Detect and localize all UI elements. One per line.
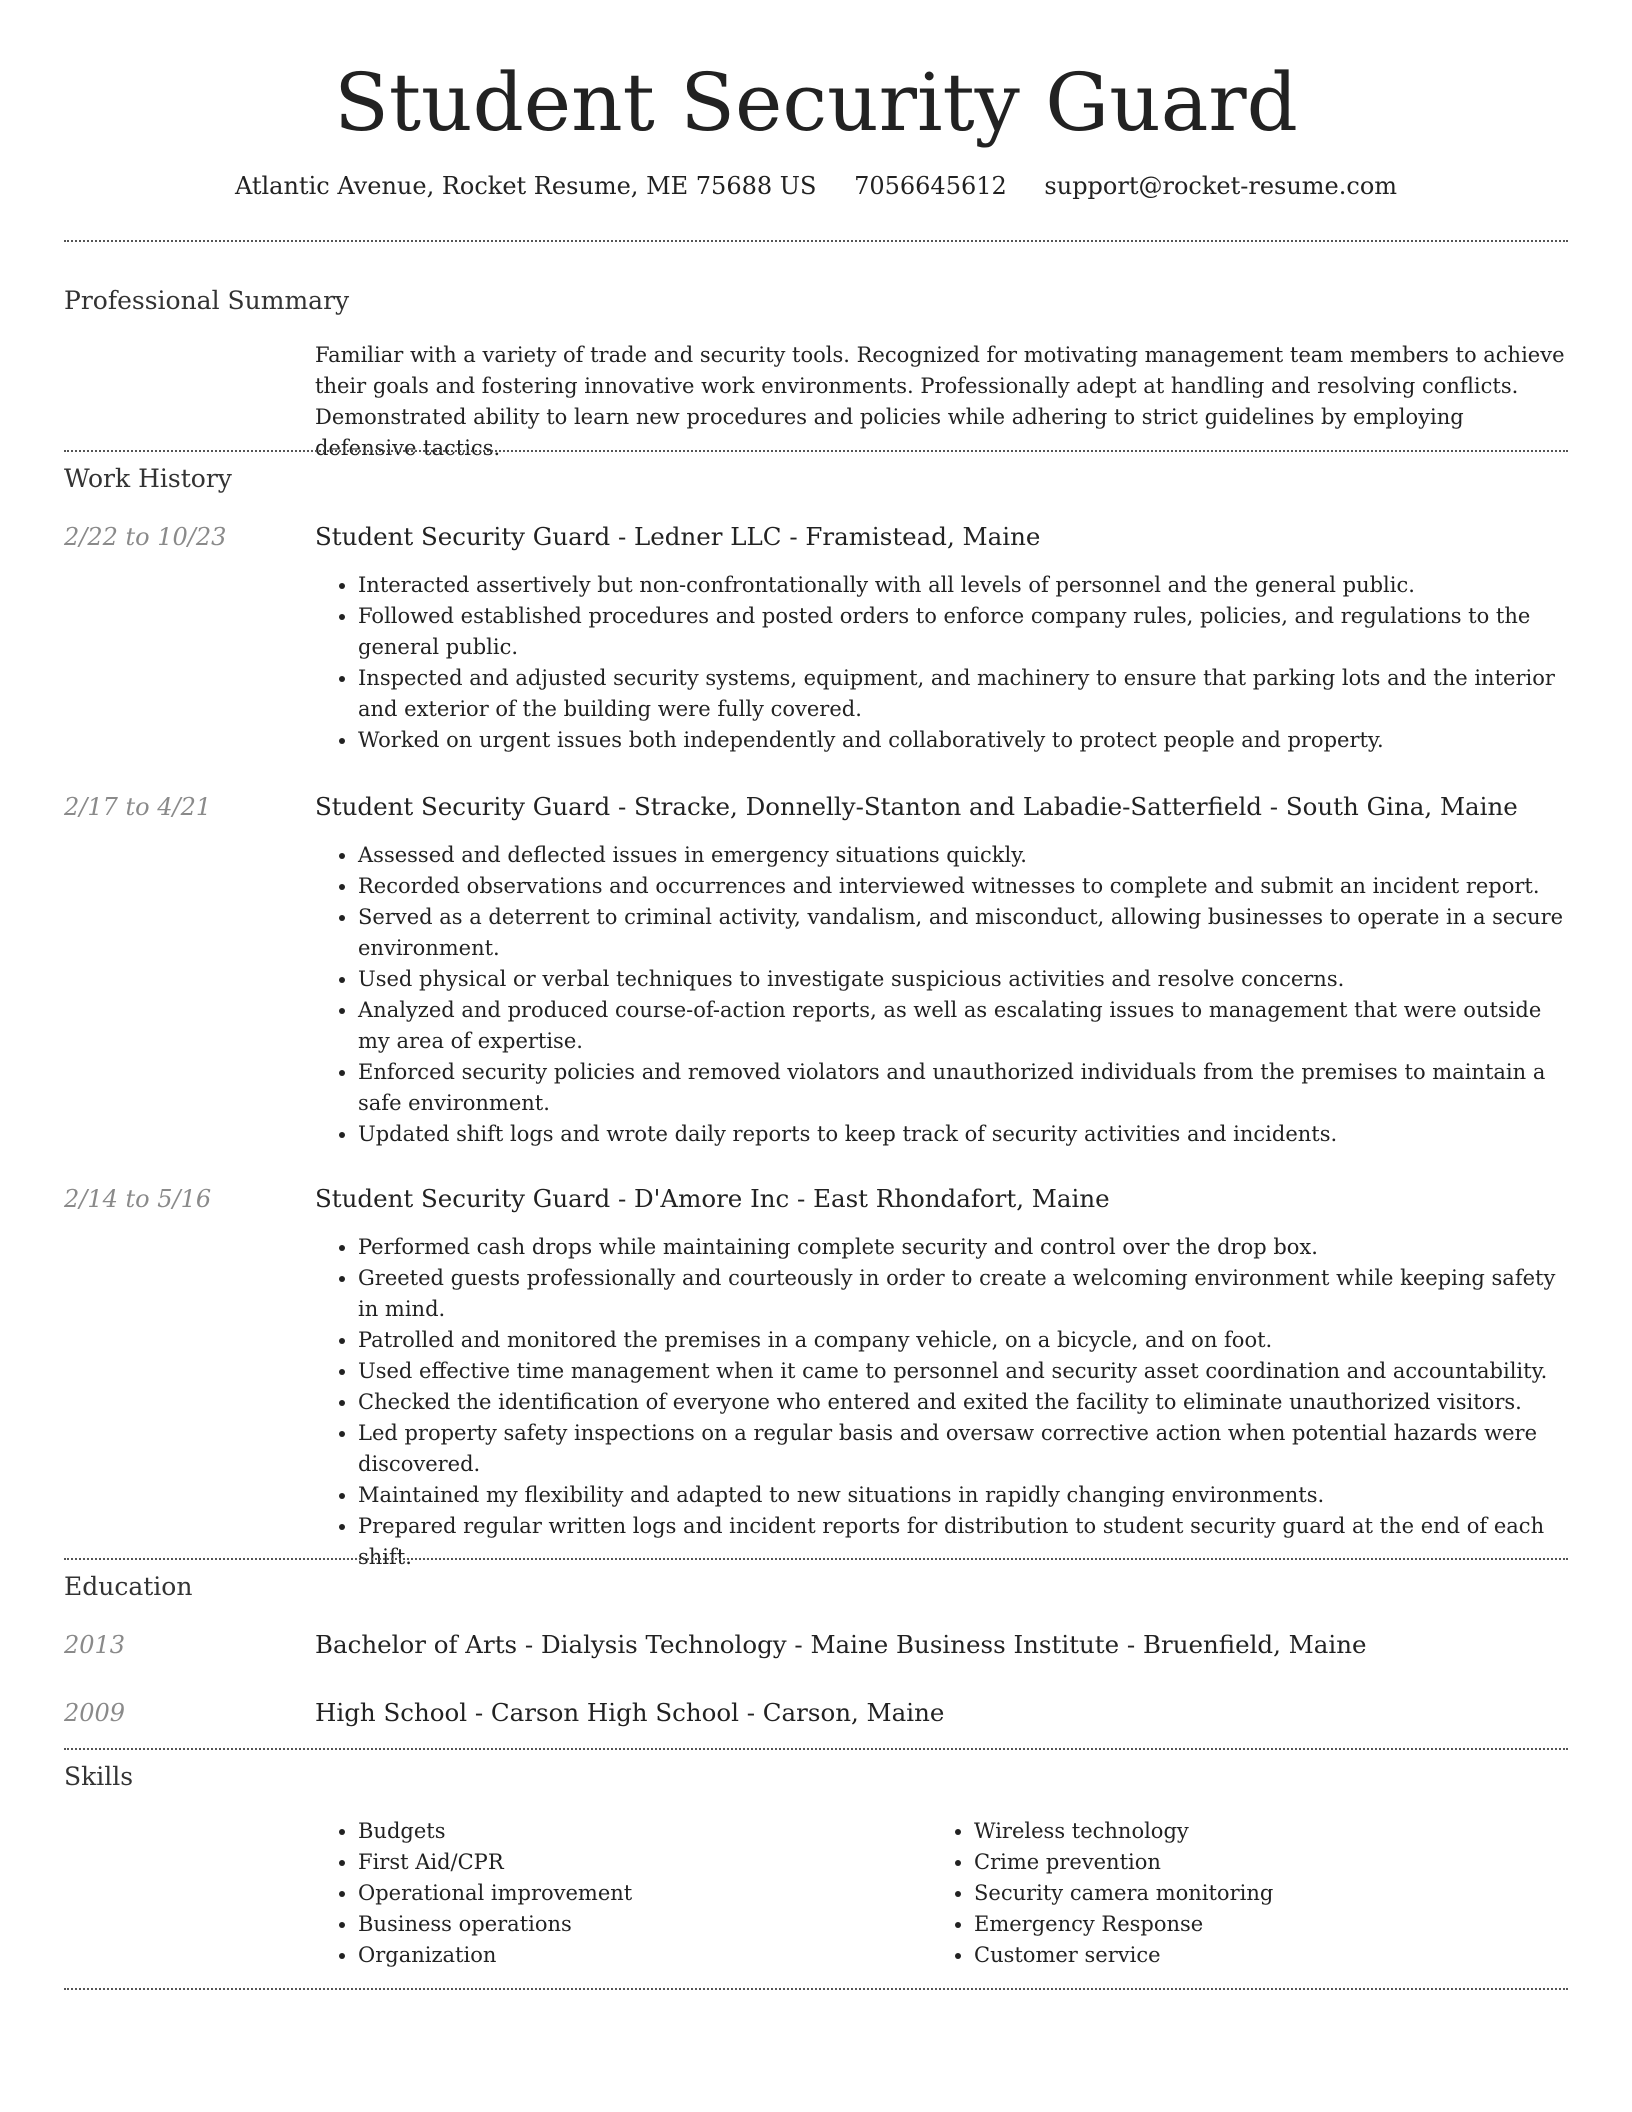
job-title: Student Security Guard - Stracke, Donnelly-Stanton and Labadie-Satterfield - South Gina, Maine	[315, 792, 1518, 821]
summary-text: Familiar with a variety of trade and security tools. Recognized for motivating management team members to achieve their goals and fostering innovative work environments. Professionally adept at handling and resolving conflicts. Demonstrated ability to learn new procedures and policies while adhering to strict guidelines by employing defensive tactics.	[315, 343, 1565, 460]
job-bullet: • Used effective time management when it came to personnel and security asset coordination and accountability.	[358, 1356, 1568, 1387]
section-title-summary: Professional Summary	[64, 286, 350, 315]
job-bullet: • Updated shift logs and wrote daily reports to keep track of security activities and incidents.	[358, 1119, 1568, 1150]
job-bullets	[315, 570, 1568, 756]
job-bullets	[315, 1232, 1568, 1573]
education-date: 2013	[64, 1631, 126, 1659]
job-bullet: • Assessed and deflected issues in emergency situations quickly.	[358, 840, 1568, 871]
skills-list-left	[315, 1816, 885, 1971]
skill-item: • Wireless technology	[974, 1816, 1568, 1847]
job-bullet: • Maintained my flexibility and adapted to new situations in rapidly changing environments.	[358, 1480, 1568, 1511]
skill-item: • Operational improvement	[358, 1878, 885, 1909]
divider	[64, 1748, 1568, 1750]
skill-item: • Customer service	[974, 1940, 1568, 1971]
education-entry: Bachelor of Arts - Dialysis Technology - Maine Business Institute - Bruenfield, Maine	[315, 1630, 1367, 1659]
job-bullets	[315, 840, 1568, 1150]
job-bullet: • Recorded observations and occurrences and interviewed witnesses to complete and submit an incident report.	[358, 871, 1568, 902]
job-bullet: • Used physical or verbal techniques to investigate suspicious activities and resolve concerns.	[358, 964, 1568, 995]
skill-item: • Budgets	[358, 1816, 885, 1847]
contact-line	[0, 170, 1632, 202]
section-title-work: Work History	[64, 464, 232, 493]
skill-item: • Security camera monitoring	[974, 1878, 1568, 1909]
skill-item: • Organization	[358, 1940, 885, 1971]
section-title-skills: Skills	[64, 1762, 134, 1791]
job-title: Student Security Guard - Ledner LLC - Framistead, Maine	[315, 522, 1041, 551]
job-date: 2/22 to 10/23	[64, 523, 227, 551]
job-bullet: • Followed established procedures and posted orders to enforce company rules, policies, and regulations to the general public.	[358, 601, 1568, 663]
divider	[64, 1558, 1568, 1560]
education-date: 2009	[64, 1699, 126, 1727]
skill-item: • Crime prevention	[974, 1847, 1568, 1878]
job-bullet: • Checked the identification of everyone who entered and exited the facility to eliminate unauthorized visitors.	[358, 1387, 1568, 1418]
job-date: 2/14 to 5/16	[64, 1185, 212, 1213]
job-bullet: • Enforced security policies and removed violators and unauthorized individuals from the premises to maintain a safe environment.	[358, 1057, 1568, 1119]
job-bullet: • Interacted assertively but non-confrontationally with all levels of personnel and the general public.	[358, 570, 1568, 601]
divider	[64, 240, 1568, 242]
skill-item: • Emergency Response	[974, 1909, 1568, 1940]
job-bullet: • Prepared regular written logs and incident reports for distribution to student security guard at the end of each shift.	[358, 1511, 1568, 1573]
job-bullet: • Patrolled and monitored the premises in a company vehicle, on a bicycle, and on foot.	[358, 1325, 1568, 1356]
divider	[64, 450, 1568, 452]
skill-item: • First Aid/CPR	[358, 1847, 885, 1878]
education-entry: High School - Carson High School - Carson, Maine	[315, 1698, 945, 1727]
section-title-education: Education	[64, 1572, 193, 1601]
job-bullet: • Served as a deterrent to criminal activity, vandalism, and misconduct, allowing businesses to operate in a secure environment.	[358, 902, 1568, 964]
job-bullet: • Inspected and adjusted security systems, equipment, and machinery to ensure that parking lots and the interior and exterior of the building were fully covered.	[358, 663, 1568, 725]
candidate-name: Student Security Guard	[334, 56, 1298, 149]
divider	[64, 1988, 1568, 1990]
skills-list-right	[931, 1816, 1568, 1971]
contact-address: Atlantic Avenue, Rocket Resume, ME 75688 US	[234, 172, 817, 200]
job-bullet: • Analyzed and produced course-of-action reports, as well as escalating issues to management that were outside my area of expertise.	[358, 995, 1568, 1057]
contact-phone: 7056645612	[854, 172, 1007, 200]
job-bullet: • Worked on urgent issues both independently and collaboratively to protect people and property.	[358, 725, 1568, 756]
job-bullet: • Performed cash drops while maintaining complete security and control over the drop box.	[358, 1232, 1568, 1263]
job-date: 2/17 to 4/21	[64, 793, 212, 821]
job-title: Student Security Guard - D'Amore Inc - East Rhondafort, Maine	[315, 1184, 1110, 1213]
job-bullet: • Greeted guests professionally and courteously in order to create a welcoming environment while keeping safety in mind.	[358, 1263, 1568, 1325]
job-bullet: • Led property safety inspections on a regular basis and oversaw corrective action when potential hazards were discovered.	[358, 1418, 1568, 1480]
skill-item: • Business operations	[358, 1909, 885, 1940]
contact-email: support@rocket-resume.com	[1044, 172, 1398, 200]
